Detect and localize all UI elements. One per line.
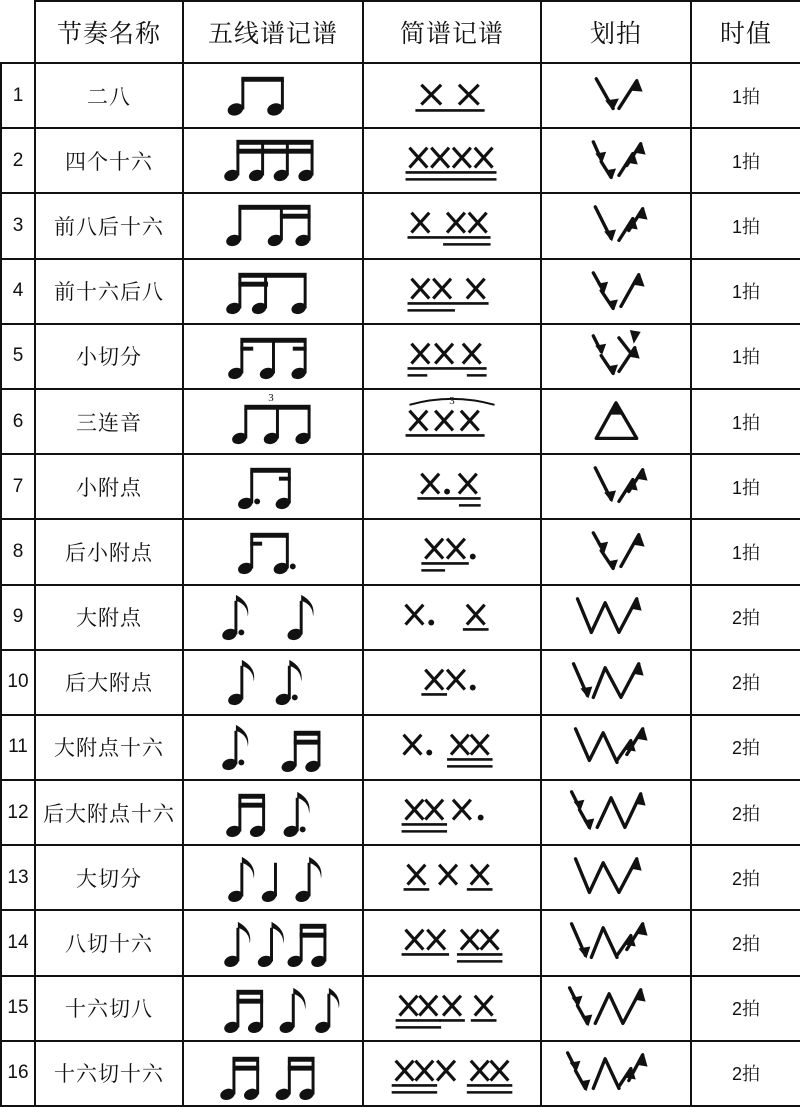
- numbered-notation-5: [363, 324, 541, 389]
- staff-notation-11: [183, 715, 363, 780]
- table-row: [1, 519, 800, 584]
- table-row: [1, 324, 800, 389]
- staff-notation-8: [183, 519, 363, 584]
- triplet-number-staff: 3: [268, 391, 274, 404]
- numbered-notation-1: [363, 63, 541, 128]
- staff-notation-9: [183, 585, 363, 650]
- staff-notation-5: [183, 324, 363, 389]
- row-duration: 1拍: [691, 63, 800, 128]
- numbered-notation-3: [363, 193, 541, 258]
- row-name: 三连音: [35, 389, 183, 454]
- numbered-notation-15: [363, 976, 541, 1041]
- beat-pattern-12: [541, 780, 691, 845]
- beat-pattern-7: [541, 454, 691, 519]
- row-name: 十六切十六: [35, 1041, 183, 1106]
- row-index: 4: [1, 259, 35, 324]
- beat-pattern-8: [541, 519, 691, 584]
- row-index: 11: [1, 715, 35, 780]
- beat-pattern-10: [541, 650, 691, 715]
- row-duration: 1拍: [691, 454, 800, 519]
- beat-pattern-14: [541, 910, 691, 975]
- row-index: 12: [1, 780, 35, 845]
- beat-pattern-9: [541, 585, 691, 650]
- numbered-notation-10: [363, 650, 541, 715]
- row-duration: 2拍: [691, 585, 800, 650]
- beat-pattern-1: [541, 63, 691, 128]
- numbered-notation-14: [363, 910, 541, 975]
- staff-notation-2: [183, 128, 363, 193]
- triplet-number-jianpu: 3: [449, 394, 455, 407]
- row-duration: 2拍: [691, 845, 800, 910]
- staff-notation-14: [183, 910, 363, 975]
- row-index: 8: [1, 519, 35, 584]
- staff-notation-3: [183, 193, 363, 258]
- row-duration: 1拍: [691, 193, 800, 258]
- staff-notation-10: [183, 650, 363, 715]
- row-index: 3: [1, 193, 35, 258]
- row-name: 后小附点: [35, 519, 183, 584]
- beat-pattern-15: [541, 976, 691, 1041]
- row-duration: 1拍: [691, 389, 800, 454]
- header-duration: 时值: [691, 1, 800, 63]
- numbered-notation-2: [363, 128, 541, 193]
- row-duration: 2拍: [691, 780, 800, 845]
- staff-notation-7: [183, 454, 363, 519]
- numbered-notation-6: [363, 389, 541, 454]
- staff-notation-16: [183, 1041, 363, 1106]
- row-index: 9: [1, 585, 35, 650]
- row-name: 小附点: [35, 454, 183, 519]
- row-duration: 1拍: [691, 324, 800, 389]
- numbered-notation-13: [363, 845, 541, 910]
- beat-pattern-13: [541, 845, 691, 910]
- table-row: [1, 845, 800, 910]
- table-row: [1, 259, 800, 324]
- table-row: [1, 650, 800, 715]
- row-name: 后大附点: [35, 650, 183, 715]
- row-index: 5: [1, 324, 35, 389]
- staff-notation-13: [183, 845, 363, 910]
- staff-notation-1: [183, 63, 363, 128]
- beat-pattern-11: [541, 715, 691, 780]
- header-name: 节奏名称: [35, 1, 183, 63]
- beat-pattern-6: [541, 389, 691, 454]
- table-row: [1, 910, 800, 975]
- row-duration: 2拍: [691, 976, 800, 1041]
- header-staff-notation: 五线谱记谱: [183, 1, 363, 63]
- table-row: [1, 389, 800, 454]
- staff-notation-15: [183, 976, 363, 1041]
- table-header: [1, 1, 800, 63]
- table-row: [1, 585, 800, 650]
- beat-pattern-16: [541, 1041, 691, 1106]
- numbered-notation-9: [363, 585, 541, 650]
- row-name: 十六切八: [35, 976, 183, 1041]
- numbered-notation-11: [363, 715, 541, 780]
- table-row: [1, 193, 800, 258]
- beat-pattern-5: [541, 324, 691, 389]
- row-index: 14: [1, 910, 35, 975]
- row-name: 前十六后八: [35, 259, 183, 324]
- row-index: 15: [1, 976, 35, 1041]
- beat-pattern-3: [541, 193, 691, 258]
- numbered-notation-8: [363, 519, 541, 584]
- row-duration: 1拍: [691, 128, 800, 193]
- row-duration: 2拍: [691, 910, 800, 975]
- row-name: 大切分: [35, 845, 183, 910]
- row-duration: 1拍: [691, 259, 800, 324]
- row-duration: 1拍: [691, 519, 800, 584]
- row-name: 后大附点十六: [35, 780, 183, 845]
- row-duration: 2拍: [691, 1041, 800, 1106]
- beat-pattern-4: [541, 259, 691, 324]
- staff-notation-12: [183, 780, 363, 845]
- row-name: 前八后十六: [35, 193, 183, 258]
- table-row: [1, 976, 800, 1041]
- row-index: 16: [1, 1041, 35, 1106]
- beat-pattern-2: [541, 128, 691, 193]
- staff-notation-4: [183, 259, 363, 324]
- row-index: 2: [1, 128, 35, 193]
- table-body: [1, 63, 800, 1106]
- table-row: [1, 454, 800, 519]
- table-row: [1, 63, 800, 128]
- header-index: [1, 1, 35, 63]
- row-name: 八切十六: [35, 910, 183, 975]
- numbered-notation-12: [363, 780, 541, 845]
- table-row: [1, 128, 800, 193]
- staff-notation-6: [183, 389, 363, 454]
- numbered-notation-16: [363, 1041, 541, 1106]
- row-index: 1: [1, 63, 35, 128]
- row-name: 小切分: [35, 324, 183, 389]
- header-numbered-notation: 简谱记谱: [363, 1, 541, 63]
- row-duration: 2拍: [691, 715, 800, 780]
- table-row: [1, 1041, 800, 1106]
- numbered-notation-4: [363, 259, 541, 324]
- row-index: 6: [1, 389, 35, 454]
- row-name: 四个十六: [35, 128, 183, 193]
- row-name: 大附点十六: [35, 715, 183, 780]
- row-index: 10: [1, 650, 35, 715]
- numbered-notation-7: [363, 454, 541, 519]
- row-index: 7: [1, 454, 35, 519]
- row-duration: 2拍: [691, 650, 800, 715]
- table-row: [1, 715, 800, 780]
- table-row: [1, 780, 800, 845]
- row-name: 大附点: [35, 585, 183, 650]
- row-index: 13: [1, 845, 35, 910]
- header-beat-pattern: 划拍: [541, 1, 691, 63]
- row-name: 二八: [35, 63, 183, 128]
